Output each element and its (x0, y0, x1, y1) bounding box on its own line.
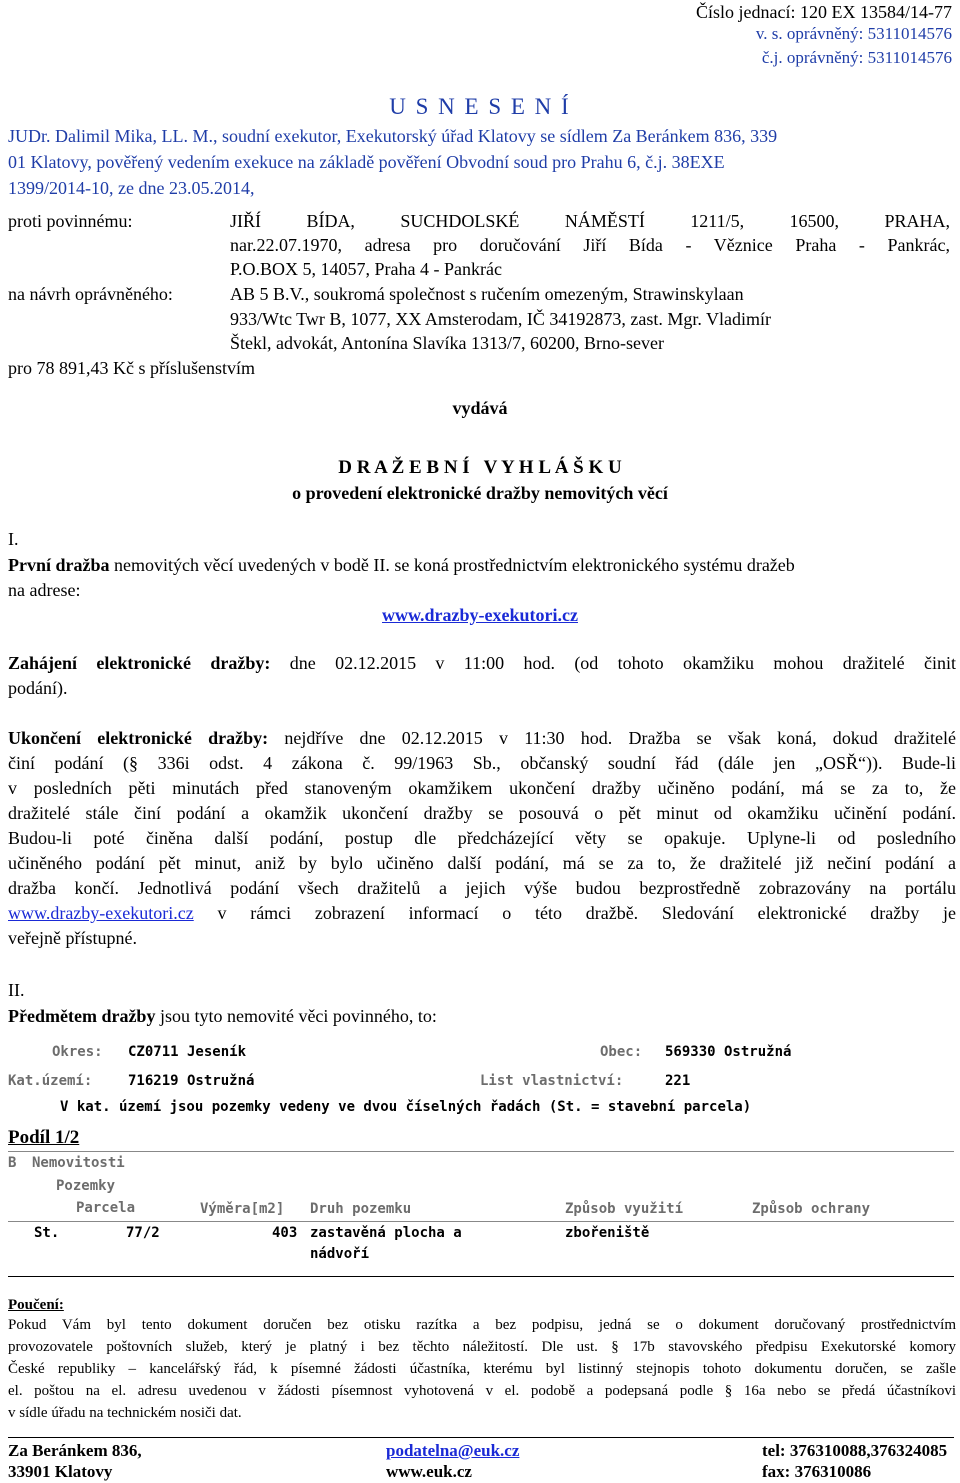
row-parcela: 77/2 (126, 1225, 160, 1241)
pozemky-label: Pozemky (56, 1178, 116, 1194)
para-line-7 (8, 903, 956, 924)
intro-line-3: 1399/2014-10, ze dne 23.05.2014, (8, 178, 255, 198)
zahajeni-line-2: podání). (8, 678, 68, 698)
pouceni-title: Poučení: (8, 1297, 64, 1313)
pouceni-top-rule (8, 1276, 954, 1277)
intro-line-1: JUDr. Dalimil Mika, LL. M., soudní exekutor, Exekutorský úřad Klatovy se sídlem Za Beránkem 836, 339 (8, 126, 778, 146)
footer-address-1: Za Beránkem 836, (8, 1441, 142, 1460)
podil-share: Podíl 1/2 (8, 1127, 80, 1148)
opravneny-line-2: 933/Wtc Twr B, 1077, XX Amsterodam, IČ 34192873, zast. Mgr. Vladimír (230, 309, 772, 329)
row-druh-2: nádvoří (310, 1246, 370, 1262)
para-line-2: v posledních pěti minutách před stanoveným okamžikem ukončení dražby učiněno podání, má se za to, že (8, 778, 956, 798)
obec-value: 569330 Ostružná (665, 1044, 792, 1060)
parcela-label: Parcela (76, 1200, 136, 1216)
lv-value: 221 (665, 1073, 691, 1089)
lv-label: List vlastnictví: (480, 1073, 624, 1089)
footer-web[interactable]: www.euk.cz (386, 1462, 472, 1481)
vydava: vydává (452, 398, 508, 418)
col-vymera: Výměra[m2] (200, 1201, 285, 1217)
ukonceni-line (8, 728, 956, 749)
row-vymera: 403 (272, 1225, 298, 1241)
predmet-drazby-text: jsou tyto nemovité věci povinného, to: (155, 1006, 437, 1026)
pouceni-line-1: Pokud Vám byl tento dokument doručen bez otisku razítka a bez podpisu, jedná se o dokument doručovaný prostřednictvím (8, 1317, 956, 1333)
predmet-drazby-label: Předmětem dražby (8, 1006, 156, 1026)
pouceni-line-3: České republiky – kancelářský řád, k písemné žádosti účastníka, kterému byl listinný stejnopis tohoto dokumentu doručen, se zašle (8, 1361, 956, 1377)
okres-label: Okres: (52, 1044, 103, 1060)
opravneny-label: na návrh oprávněného: (8, 284, 173, 304)
katuzemi-value: 716219 Ostružná (128, 1073, 255, 1089)
section-2-number: II. (8, 980, 25, 1000)
cj-opravneny: č.j. oprávněný: 5311014576 (761, 48, 952, 67)
nemovitosti-label: Nemovitosti (32, 1155, 125, 1171)
para-line-6: dražba končí. Jednotlivá podání všech dražitelů a jejich výše budou bezprostředně zobrazovány na portálu (8, 878, 956, 898)
para-line-8: veřejně přístupné. (8, 928, 137, 948)
footer-address-2: 33901 Klatovy (8, 1462, 113, 1481)
drazby-portal-link[interactable]: www.drazby-exekutori.cz (382, 605, 578, 625)
obec-label: Obec: (600, 1044, 643, 1060)
section-1-first-line (8, 555, 795, 576)
katuzemi-label: Kat.území: (8, 1073, 93, 1089)
zahajeni-line (8, 653, 956, 674)
footer-fax: fax: 376310086 (762, 1462, 872, 1481)
footer-rule (8, 1437, 954, 1438)
zahajeni-text: dne 02.12.2015 v 11:00 hod. (od tohoto okamžiku mohou dražitelé činit (270, 653, 957, 673)
opravneny-line-1: AB 5 B.V., soukromá společnost s ručením omezeným, Strawinskylaan (230, 284, 744, 304)
footer-email-link[interactable]: podatelna@euk.cz (386, 1441, 520, 1460)
document-title: U S N E S E N Í (389, 94, 571, 119)
section-1-second-line: na adrese: (8, 580, 81, 600)
para-line-1: činí podání (§ 336i odst. 4 zákona č. 99/1963 Sb., občanský soudní řád (dále jen „OSŘ“)). Bude-li (8, 753, 956, 773)
pouceni-line-4: el. poštou na el. adresu uvedenou v žádosti písemnost vyhotovená v el. podobě a podepsaná podle § 16a nebo se předá účastníkovi (8, 1383, 956, 1399)
row-vyuziti: zbořeniště (565, 1225, 650, 1241)
pouceni-line-2: provozovatele poštovních služeb, který je platný i bez těchto náležitostí. Dle ust. § 17b stavovského předpisu Exekutorské komory (8, 1339, 956, 1355)
ukonceni-text: nejdříve dne 02.12.2015 v 11:30 hod. Dražba se však koná, dokud dražitelé (268, 728, 956, 748)
prvni-drazba-label: První dražba (8, 555, 110, 575)
intro-line-2: 01 Klatovy, pověřený vedením exekuce na základě pověření Obvodní soud pro Prahu 6, č.j. 38EXE (8, 152, 725, 172)
col-zpusob-ochrany: Způsob ochrany (752, 1201, 871, 1217)
para-line-3: dražitelé stále činí podání a okamžik ukončení dražby se posouvá o pět minut od okamžiku učinění podání. (8, 803, 956, 823)
para-line-7-text: v rámci zobrazení informací o této dražbě. Sledování elektronické dražby je (193, 903, 956, 923)
okres-value: CZ0711 Jeseník (128, 1044, 247, 1060)
section-b-label: B (8, 1155, 17, 1171)
para-line-5: učiněného podání pět minut, aniž by bylo učiněno další podání, má se za to, že dražitelé již nečiní podání a (8, 853, 956, 873)
section-2-lead (8, 1006, 437, 1027)
ukonceni-label: Ukončení elektronické dražby: (8, 728, 269, 748)
cislo-jednaci: Číslo jednací: 120 EX 13584/14-77 (696, 2, 952, 22)
povinny-label: proti povinnému: (8, 211, 133, 231)
vs-opravneny: v. s. oprávněný: 5311014576 (755, 24, 952, 43)
povinny-line-3: P.O.BOX 5, 14057, Praha 4 - Pankrác (230, 259, 502, 279)
para-line-4: Budou-li poté činěna další podání, postup dle předcházející věty se opakuje. Uplyne-li od posledního (8, 828, 956, 848)
row-druh-1: zastavěná plocha a (310, 1225, 462, 1241)
drazby-portal-link-inline[interactable]: www.drazby-exekutori.cz (8, 903, 194, 923)
povinny-line-2: nar.22.07.1970, adresa pro doručování Jiří Bída - Věznice Praha - Pankrác, (230, 235, 950, 255)
cadastre-divider (8, 1151, 954, 1152)
zahajeni-label: Zahájení elektronické dražby: (8, 653, 271, 673)
povinny-line-1: JIŘÍ BÍDA, SUCHDOLSKÉ NÁMĚSTÍ 1211/5, 16500, PRAHA, (230, 211, 950, 231)
opravneny-line-3: Štekl, advokát, Antonína Slavíka 1313/7, 60200, Brno-sever (230, 333, 664, 353)
col-zpusob-vyuziti: Způsob využití (565, 1201, 684, 1217)
col-druh: Druh pozemku (310, 1201, 412, 1217)
prvni-drazba-text: nemovitých věcí uvedených v bodě II. se koná prostřednictvím elektronického systému dražeb (109, 555, 795, 575)
drazebni-vyhlaska-heading: D R A Ž E B N Í V Y H L Á Š K U (338, 457, 622, 478)
claim-amount: pro 78 891,43 Kč s příslušenstvím (8, 358, 255, 378)
footer-tel: tel: 376310088,376324085 (762, 1441, 948, 1460)
row-prefix: St. (34, 1225, 60, 1241)
cadastre-banner: V kat. území jsou pozemky vedeny ve dvou číselných řadách (St. = stavební parcela) (60, 1099, 752, 1115)
drazebni-vyhlaska-subheading: o provedení elektronické dražby nemovitých věcí (292, 483, 668, 503)
pouceni-line-5: v sídle úřadu na technickém nosiči dat. (8, 1405, 242, 1421)
section-1-number: I. (8, 529, 19, 549)
cadastre-header-divider (8, 1221, 954, 1222)
